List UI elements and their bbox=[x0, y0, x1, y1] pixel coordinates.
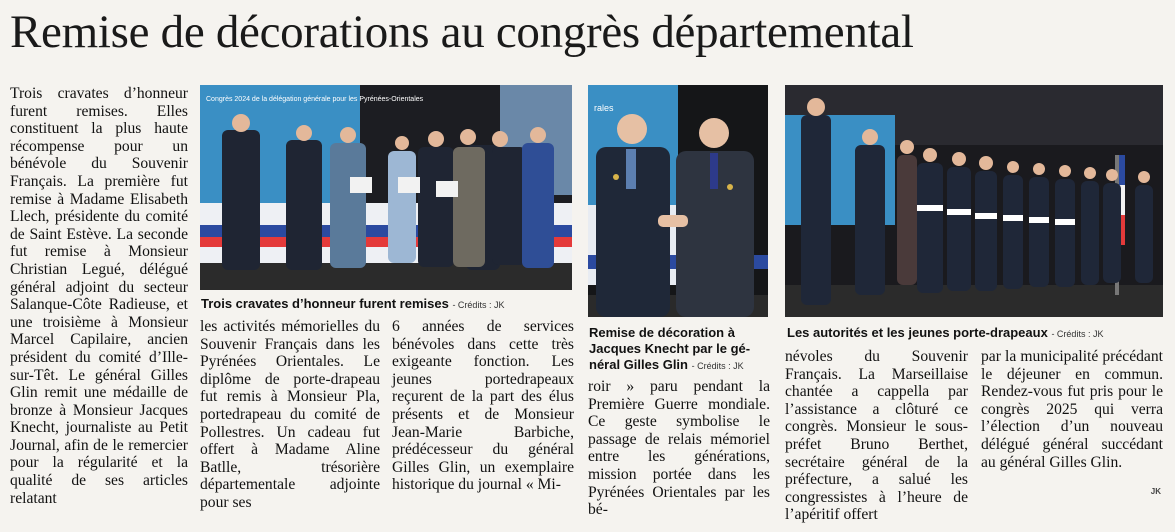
credit-text: - Crédits : JK bbox=[1051, 329, 1104, 339]
author-signature: JK bbox=[1150, 487, 1161, 496]
credit-text: - Crédits : JK bbox=[691, 361, 744, 371]
article-text: Trois cravates d’honneur furent remises. Elles constituent la plus haute récompense pour un bénévole du Souvenir Français. La première fut remise à Madame Elisabeth Llech, présidente du comité de Saint Estève. La seconde fut remise à Monsieur Christian Legué, délégué général adjoint du secteur Salanque-Côte Radieuse, et une troisième à Monsieur Marcel Capilaire, ancien président du comité d’Ille-sur-Têt. Le général Gilles Glin remit une médaille de bronze à Monsieur Jacques Knecht, journaliste au Petit Journal, afin de le remercier pour la régularité et la qualité de ses articles relatant bbox=[10, 85, 188, 507]
photo3-caption bbox=[787, 325, 1165, 342]
article-text: les activités mémorielles du Souvenir Français dans les Pyrénées Orientales. Le diplôme de porte-drapeau fut remis à Monsieur Pla, portedrapeau du comité de Pollestres. Un cadeau fut offert à Madame Aline Batlle, trésorière départementale adjointe pour ses bbox=[200, 318, 380, 511]
photo-medal-ceremony bbox=[588, 85, 768, 317]
article-text: par la municipalité précédant le déjeuner en commun. Rendez-vous fut pris pour le congrès 2025 qui verra l’élection d’un nouveau délégué général succédant au général Gilles Glin. bbox=[981, 348, 1163, 471]
photo1-caption bbox=[201, 296, 573, 313]
photo2-caption bbox=[589, 325, 771, 374]
caption-line: néral Gilles Glin bbox=[589, 357, 688, 372]
article-column-5 bbox=[785, 348, 968, 524]
article-column-1 bbox=[10, 85, 188, 507]
headline: Remise de décorations au congrès départemental bbox=[10, 6, 914, 58]
caption-line: Jacques Knecht par le gé- bbox=[589, 341, 751, 356]
article-text: névoles du Souvenir Français. La Marseillaise chantée a cappella par l’assistance a clôturé ce congrès. Monsieur le sous-préfet Bruno Berthet, secrétaire général de la préfecture, a salué les congressistes à l’heure de l’apéritif offert bbox=[785, 348, 968, 524]
caption-line: Remise de décoration à bbox=[589, 325, 735, 340]
photo-authorities-flag-bearers bbox=[785, 85, 1163, 317]
caption-text: Les autorités et les jeunes porte-drapeaux bbox=[787, 325, 1048, 340]
caption-text: Trois cravates d’honneur furent remises bbox=[201, 296, 449, 311]
article-text: roir » paru pendant la Première Guerre mondiale. Ce geste symbolise le passage de relais mémoriel entre les générations, mission portée dans les Pyrénées Orientales par les bé- bbox=[588, 378, 770, 519]
photo-ceremony-cravates bbox=[200, 85, 572, 290]
credit-text: - Crédits : JK bbox=[452, 300, 505, 310]
article-column-6 bbox=[981, 348, 1163, 471]
article-text: 6 années de services bénévoles dans cette très exigeante fonction. Les jeunes portedrapeaux reçurent de la part des élus présents et de Monsieur Jean-Marie Barbiche, prédécesseur du général Gilles Glin, un exemplaire historique du journal « Mi- bbox=[392, 318, 574, 494]
article-column-3 bbox=[392, 318, 574, 494]
article-column-2 bbox=[200, 318, 380, 512]
screen-text: Congrès 2024 de la délégation générale pour les Pyrénées-Orientales bbox=[206, 96, 424, 103]
screen-text: rales bbox=[594, 103, 614, 113]
article-column-4 bbox=[588, 378, 770, 519]
